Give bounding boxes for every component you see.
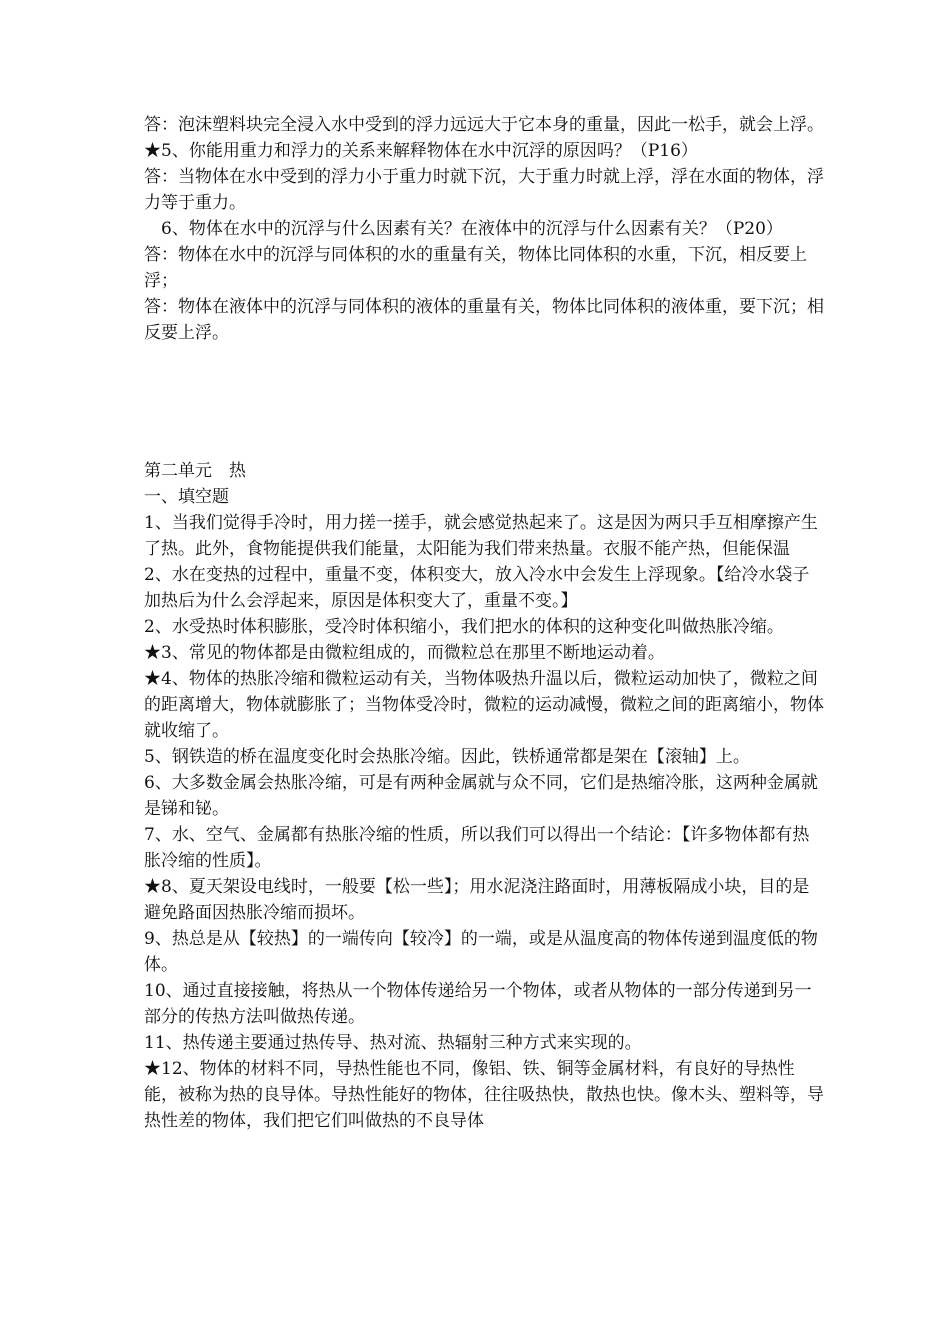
fill-blank-item-11: 11、热传递主要通过热传导、热对流、热辐射三种方式来实现的。	[144, 1033, 642, 1053]
section-title: 一、填空题	[144, 487, 229, 507]
fill-blank-item-5: 5、钢铁造的桥在温度变化时会热胀冷缩。因此，铁桥通常都是架在【滚轴】上。	[144, 747, 750, 767]
question-5: ★5、你能用重力和浮力的关系来解释物体在水中沉浮的原因吗？（P16）	[144, 141, 698, 161]
fill-blank-item-9: 9、热总是从【较热】的一端传向【较冷】的一端，或是从温度高的物体传递到温度低的物体。	[144, 929, 818, 975]
fill-blank-item-6: 6、大多数金属会热胀冷缩，可是有两种金属就与众不同，它们是热缩冷胀，这两种金属就是锑和铋。	[144, 773, 818, 819]
fill-blank-item-1: 1、当我们觉得手冷时，用力搓一搓手，就会感觉热起来了。这是因为两只手互相摩擦产生了热。此外，食物能提供我们能量，太阳能为我们带来热量。衣服不能产热，但能保温	[144, 513, 818, 559]
fill-blank-item-2: 2、水在变热的过程中，重量不变，体积变大，放入冷水中会发生上浮现象。【给冷水袋子加热后为什么会浮起来，原因是体积变大了，重量不变。】	[144, 565, 810, 611]
unit-title: 第二单元 热	[144, 461, 246, 481]
fill-blank-item-3: ★3、常见的物体都是由微粒组成的，而微粒总在那里不断地运动着。	[144, 643, 665, 663]
answer-paragraph: 答：物体在液体中的沉浮与同体积的液体的重量有关，物体比同体积的液体重，要下沉；相反要上浮。	[144, 297, 824, 343]
fill-blank-item-4: ★4、物体的热胀冷缩和微粒运动有关，当物体吸热升温以后，微粒运动加快了，微粒之间的距离增大，物体就膨胀了；当物体受冷时，微粒的运动减慢，微粒之间的距离缩小，物体就收缩了。	[144, 669, 824, 741]
answer-paragraph: 答：物体在水中的沉浮与同体积的水的重量有关，物体比同体积的水重，下沉，相反要上浮；	[144, 245, 807, 291]
answer-paragraph: 答：当物体在水中受到的浮力小于重力时就下沉，大于重力时就上浮，浮在水面的物体，浮力等于重力。	[144, 167, 824, 213]
fill-blank-item-10: 10、通过直接接触，将热从一个物体传递给另一个物体，或者从物体的一部分传递到另一部分的传热方法叫做热传递。	[144, 981, 812, 1027]
question-6: 6、物体在水中的沉浮与什么因素有关？在液体中的沉浮与什么因素有关？（P20）	[144, 219, 783, 239]
fill-blank-item-7: 7、水、空气、金属都有热胀冷缩的性质，所以我们可以得出一个结论：【许多物体都有热胀冷缩的性质】。	[144, 825, 810, 871]
answer-paragraph: 答：泡沫塑料块完全浸入水中受到的浮力远远大于它本身的重量，因此一松手，就会上浮。	[144, 115, 824, 135]
fill-blank-item-12: ★12、物体的材料不同，导热性能也不同，像铝、铁、铜等金属材料，有良好的导热性能，被称为热的良导体。导热性能好的物体，往往吸热快，散热也快。像木头、塑料等，导热性差的物体，我们把它们叫做热的不良导体	[144, 1059, 824, 1131]
fill-blank-item-2b: 2、水受热时体积膨胀，受冷时体积缩小，我们把水的体积的这种变化叫做热胀冷缩。	[144, 617, 784, 637]
blank-space	[144, 346, 824, 458]
document-page	[144, 112, 824, 1134]
fill-blank-item-8: ★8、夏天架设电线时，一般要【松一些】；用水泥浇注路面时，用薄板隔成小块，目的是避免路面因热胀冷缩而损坏。	[144, 877, 810, 923]
